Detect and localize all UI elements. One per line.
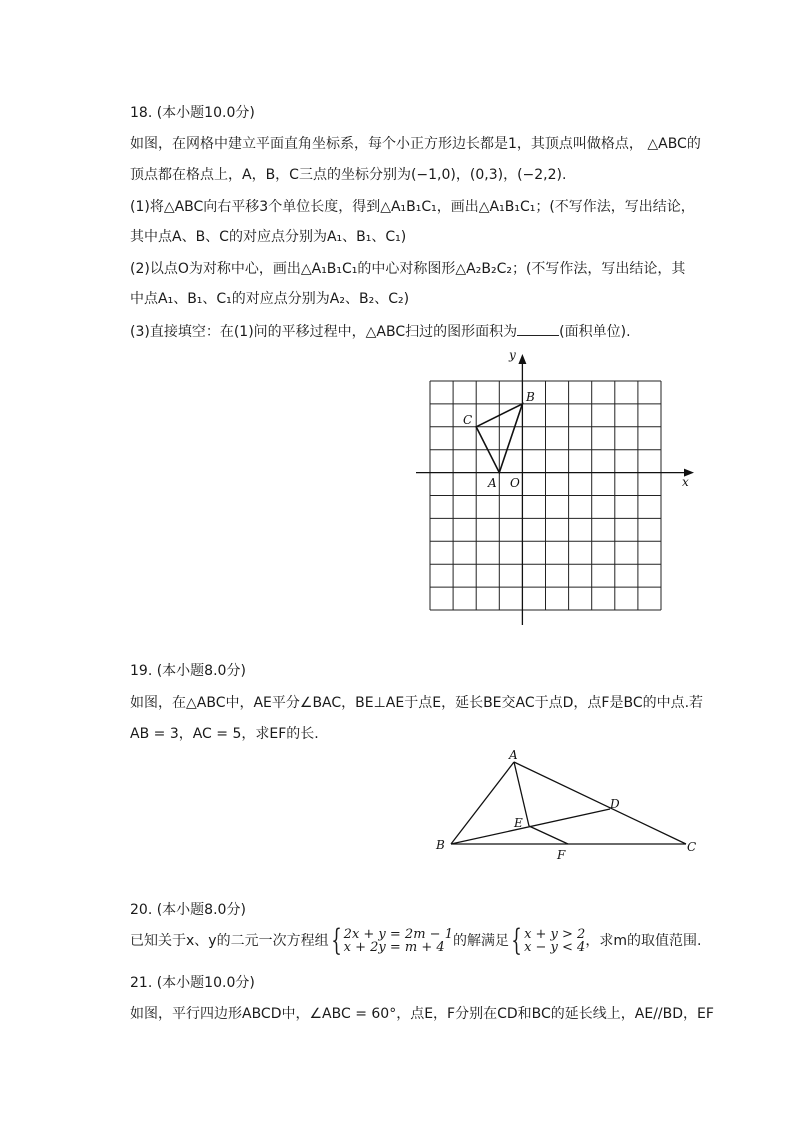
q18-line-5: (2)以点O为对称中心，画出△A₁B₁C₁的中心对称图形△A₂B₂C₂；(不写作法，写出结论，其: [130, 261, 686, 277]
q20-header: 20. (本小题8.0分): [130, 902, 246, 918]
inequality-1: x + y > 2: [524, 927, 586, 942]
segment-ef: [529, 826, 568, 844]
y-axis-arrow-icon: [518, 354, 526, 364]
equation-1: 2x + y = 2m − 1: [343, 927, 453, 942]
vertex-c-label: C: [687, 840, 697, 854]
q19-line-1: 如图，在△ABC中，AE平分∠BAC，BE⊥AE于点E，延长BE交AC于点D，点F是BC的中点.若: [130, 695, 704, 711]
q18-line-7-text: (3)直接填空：在(1)问的平移过程中，△ABC扫过的图形面积为: [130, 324, 518, 340]
q19-line-2: AB = 3，AC = 5，求EF的长.: [130, 726, 319, 742]
equation-2: x + 2y = m + 4: [343, 940, 445, 955]
point-d-label: D: [610, 797, 620, 811]
inequality-2: x − y < 4: [524, 940, 586, 955]
point-a-label: A: [488, 476, 497, 490]
answer-blank: [517, 322, 559, 336]
q20-text-mid: 的解满足: [452, 933, 509, 949]
q19-header: 19. (本小题8.0分): [130, 663, 246, 679]
y-axis-label: y: [509, 348, 516, 362]
left-brace-icon: {: [330, 923, 342, 958]
q18-line-6: 中点A₁、B₁、C₁的对应点分别为A₂、B₂、C₂): [130, 291, 410, 307]
q21-header: 21. (本小题10.0分): [130, 975, 255, 991]
vertex-a-label: A: [509, 748, 518, 762]
point-f-label: F: [557, 848, 566, 862]
q18-line-3: (1)将△ABC向右平移3个单位长度，得到△A₁B₁C₁，画出△A₁B₁C₁；(不写作法，写出结论，: [130, 199, 695, 215]
left-brace-icon: {: [511, 923, 522, 958]
q20-text-pre: 已知关于x、y的二元一次方程组: [130, 933, 329, 949]
equation-system: [344, 928, 453, 954]
q18-line-4: 其中点A、B、C的对应点分别为A₁、B₁、C₁): [130, 229, 407, 245]
q18-line-7: [130, 322, 631, 341]
q20-text-post: ，求m的取值范围.: [585, 933, 702, 949]
point-e-label: E: [514, 816, 523, 830]
q18-line-2: 顶点都在格点上，A，B，C三点的坐标分别为(−1,0)，(0,3)，(−2,2).: [130, 167, 567, 183]
q18-line-1: 如图，在网格中建立平面直角坐标系，每个小正方形边长都是1，其顶点叫做格点， △ABC的: [130, 136, 701, 152]
q18-line-7-tail: (面积单位).: [559, 324, 631, 340]
triangle-figure: [430, 748, 710, 868]
inequality-system: [524, 928, 585, 954]
q21-line-1: 如图，平行四边形ABCD中，∠ABC = 60°，点E，F分别在CD和BC的延长线上，AE//BD，EF: [130, 1006, 714, 1022]
vertex-b-label: B: [436, 838, 445, 852]
x-axis-label: x: [682, 475, 689, 489]
q18-header: 18. (本小题10.0分): [130, 105, 255, 121]
origin-label: O: [510, 476, 520, 490]
point-c-label: C: [463, 413, 473, 427]
q20-line-1: [130, 923, 702, 958]
coordinate-grid-figure: [410, 345, 710, 630]
point-b-label: B: [526, 390, 535, 404]
